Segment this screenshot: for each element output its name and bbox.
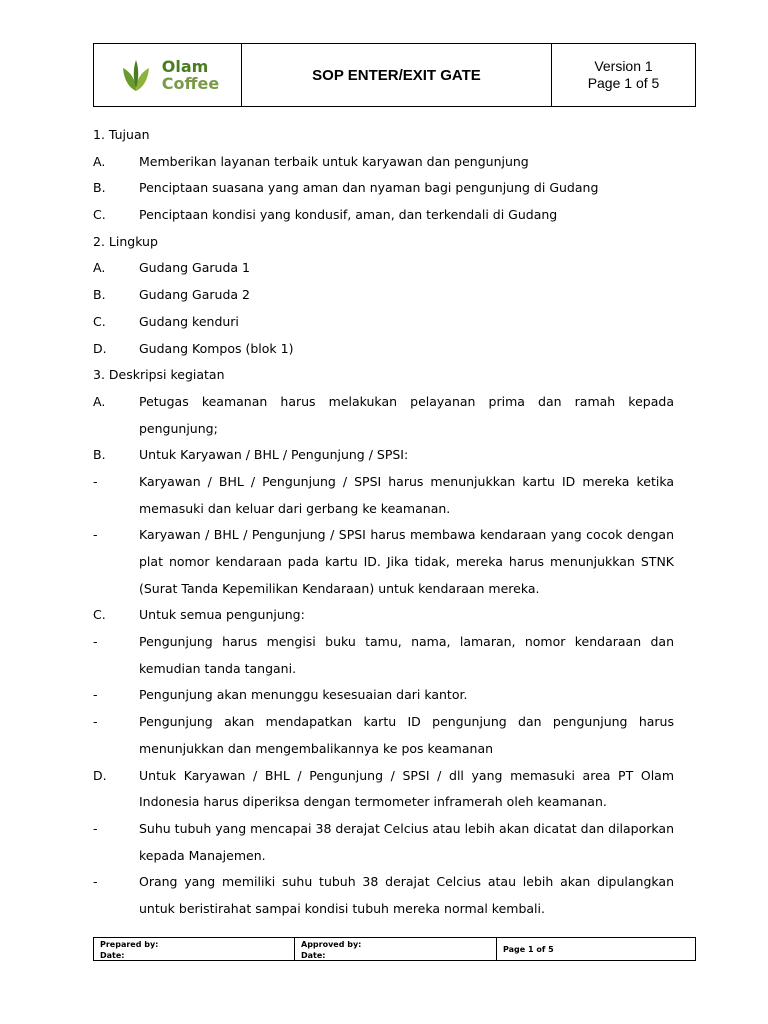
line-text: Penciptaan kondisi yang kondusif, aman, dan terkendali di Gudang <box>139 207 558 223</box>
list-item <box>93 602 674 629</box>
list-item <box>93 175 674 202</box>
line-text: menunjukkan dan mengembalikannya ke pos keamanan <box>139 740 494 756</box>
line-text: 2. Lingkup <box>93 233 158 249</box>
list-item <box>93 336 674 363</box>
list-marker: - <box>93 714 98 730</box>
footer-page-cell <box>497 938 695 960</box>
list-item <box>93 896 674 923</box>
logo <box>94 44 242 106</box>
line-text: 1. Tujuan <box>93 127 150 142</box>
list-item <box>93 149 674 176</box>
list-item <box>93 416 674 443</box>
list-item <box>93 789 674 816</box>
document-header <box>93 43 696 107</box>
approved-cell <box>295 938 497 960</box>
document-title: SOP ENTER/EXIT GATE <box>242 44 552 106</box>
list-marker: A. <box>93 393 106 409</box>
list-item <box>93 549 674 576</box>
list-marker: - <box>93 874 98 890</box>
section-heading <box>93 122 674 149</box>
line-text: Karyawan / BHL / Pengunjung / SPSI harus membawa kendaraan yang cocok dengan <box>139 527 674 543</box>
list-item <box>93 469 674 496</box>
line-text: Pengunjung harus mengisi buku tamu, nama, lamaran, nomor kendaraan dan <box>139 634 674 650</box>
line-text: (Surat Tanda Kepemilikan Kendaraan) untuk kendaraan mereka. <box>139 580 540 596</box>
prepared-by-label: Prepared by: <box>100 940 159 949</box>
line-text: Untuk Karyawan / BHL / Pengunjung / SPSI: <box>139 447 409 463</box>
list-item <box>93 576 674 603</box>
section-heading <box>93 229 674 256</box>
line-text: untuk beristirahat sampai kondisi tubuh mereka normal kembali. <box>139 900 545 916</box>
list-item <box>93 282 674 309</box>
line-text: pengunjung; <box>139 420 218 436</box>
line-text: kemudian tanda tangani. <box>139 660 297 676</box>
version-info <box>552 44 695 106</box>
line-text: plat nomor kendaraan pada kartu ID. Jika tidak, mereka harus menunjukkan STNK <box>139 554 674 569</box>
section-heading <box>93 362 674 389</box>
line-text: Orang yang memiliki suhu tubuh 38 derajat Celcius atau lebih akan dipulangkan <box>139 874 674 890</box>
list-item <box>93 709 674 736</box>
line-text: Petugas keamanan harus melakukan pelayanan prima dan ramah kepada <box>139 393 674 409</box>
line-text: Gudang kenduri <box>139 313 239 329</box>
list-item <box>93 442 674 469</box>
list-marker: - <box>93 473 98 489</box>
line-text: Gudang Garuda 1 <box>139 260 250 276</box>
list-item <box>93 202 674 229</box>
approved-by-label: Approved by: <box>301 940 362 949</box>
document-body <box>93 122 674 923</box>
line-text: kepada Manajemen. <box>139 847 266 863</box>
approved-date-label: Date: <box>301 951 326 960</box>
logo-line-2: Coffee <box>161 74 220 93</box>
line-text: Karyawan / BHL / Pengunjung / SPSI harus menunjukkan kartu ID mereka ketika <box>139 473 674 489</box>
line-text: Indonesia harus diperiksa dengan termometer inframerah oleh keamanan. <box>139 794 607 810</box>
list-marker: D. <box>93 340 107 356</box>
list-item <box>93 629 674 656</box>
list-item <box>93 869 674 896</box>
line-text: Untuk semua pengunjung: <box>139 607 305 623</box>
line-text: 3. Deskripsi kegiatan <box>93 367 225 383</box>
line-text: Penciptaan suasana yang aman dan nyaman bagi pengunjung di Gudang <box>139 180 599 196</box>
line-text: Pengunjung akan menunggu kesesuaian dari kantor. <box>139 687 468 703</box>
list-marker: C. <box>93 607 106 623</box>
list-item <box>93 255 674 282</box>
list-marker: D. <box>93 767 107 783</box>
list-item <box>93 682 674 709</box>
version-label: Version 1 <box>594 58 653 74</box>
footer-page-label: Page 1 of 5 <box>503 944 554 954</box>
prepared-cell <box>94 938 295 960</box>
list-marker: - <box>93 687 98 703</box>
line-text: Gudang Kompos (blok 1) <box>139 340 294 356</box>
list-item <box>93 763 674 790</box>
logo-text <box>162 58 219 92</box>
line-text: Gudang Garuda 2 <box>139 287 250 303</box>
list-item <box>93 389 674 416</box>
list-item <box>93 816 674 843</box>
document-footer <box>93 937 696 961</box>
line-text: Suhu tubuh yang mencapai 38 derajat Celcius atau lebih akan dicatat dan dilaporkan <box>139 820 675 836</box>
page-label: Page 1 of 5 <box>587 75 660 91</box>
list-marker: B. <box>93 447 106 463</box>
list-marker: A. <box>93 153 106 169</box>
list-item <box>93 522 674 549</box>
list-item <box>93 656 674 683</box>
line-text: Pengunjung akan mendapatkan kartu ID pengunjung dan pengunjung harus <box>139 714 674 730</box>
leaf-logo-icon <box>116 55 156 95</box>
list-item <box>93 496 674 523</box>
list-marker: C. <box>93 207 106 223</box>
list-marker: C. <box>93 313 106 329</box>
list-marker: - <box>93 527 98 543</box>
list-marker: - <box>93 634 98 650</box>
list-marker: B. <box>93 180 106 196</box>
prepared-date-label: Date: <box>100 951 125 960</box>
line-text: Memberikan layanan terbaik untuk karyawan dan pengunjung <box>139 153 529 169</box>
logo-line-1: Olam <box>161 57 209 76</box>
list-marker: B. <box>93 287 106 303</box>
line-text: Untuk Karyawan / BHL / Pengunjung / SPSI / dll yang memasuki area PT Olam <box>139 767 674 783</box>
list-marker: - <box>93 820 98 836</box>
list-item <box>93 843 674 870</box>
list-marker: A. <box>93 260 106 276</box>
list-item <box>93 736 674 763</box>
list-item <box>93 309 674 336</box>
line-text: memasuki dan keluar dari gerbang ke keamanan. <box>139 500 451 516</box>
